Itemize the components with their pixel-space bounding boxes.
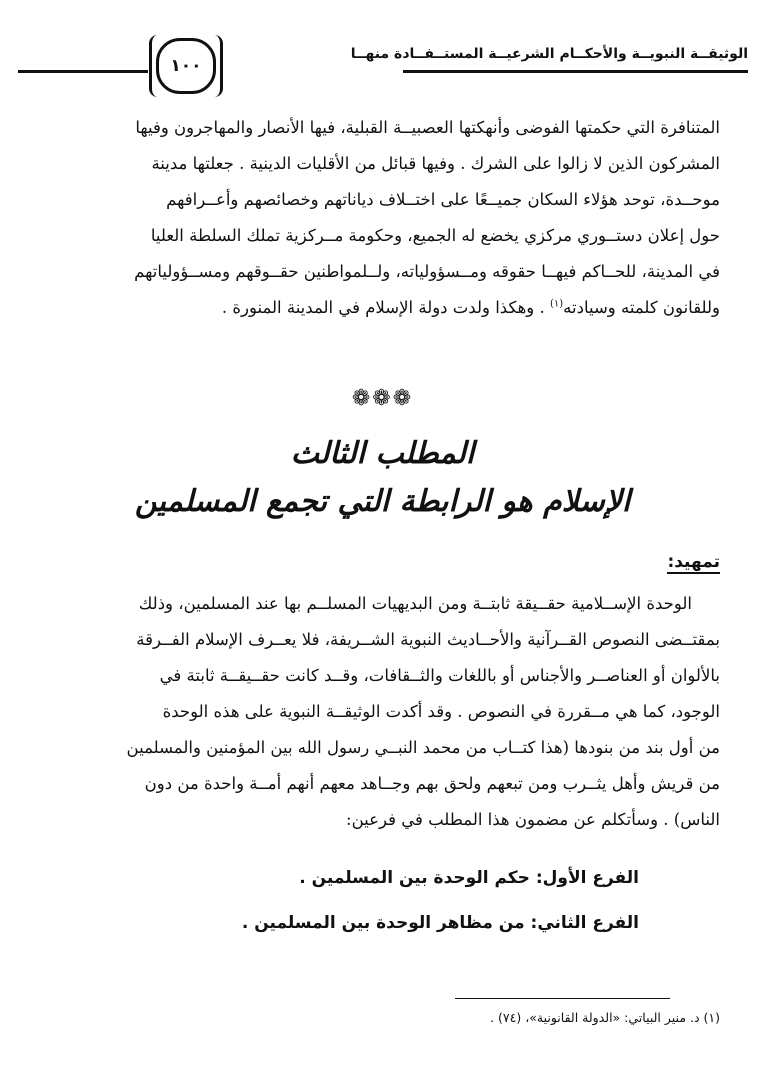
header-rule-left <box>18 70 148 73</box>
text-line: الناس) . وسأتكلم عن مضمون هذا المطلب في فرعين: <box>346 810 720 829</box>
text-line: حول إعلان دستــوري مركزي يخضع له الجميع، وحكومة مــركزية تملك السلطة العليا <box>150 226 720 245</box>
footnote: (١) د. منير البياتي: «الدولة القانونية»، (٧٤) . <box>490 1010 720 1025</box>
paragraph-2 <box>48 586 720 838</box>
text-line: موحــدة، توحد هؤلاء السكان جميــعًا على اختــلاف دياناتهم وخصائصهم وأعــرافهم <box>166 190 720 209</box>
text-fragment: . وهكذا ولدت دولة الإسلام في المدينة المنورة . <box>221 298 550 317</box>
text-fragment: وللقانون كلمته وسيادته <box>563 298 720 317</box>
paragraph-1 <box>48 110 720 326</box>
text-line: المشركون الذين لا زالوا على الشرك . وفيها قبائل من الأقليات الدينية . جعلتها مدينة <box>151 154 720 173</box>
text-line: في المدينة، للحــاكم فيهــا حقوقه ومــسؤولياته، ولــلمواطنين حقــوقهم ومســؤولياتهم <box>134 262 720 281</box>
text-line: الوحدة الإســلامية حقــيقة ثابتــة ومن البديهيات المسلــم بها عند المسلمين، وذلك <box>138 594 692 613</box>
text-line: بمقتــضى النصوص القــرآنية والأحــاديث النبوية الشــريفة، فلا يعــرف الإسلام الفــرقة <box>136 630 720 649</box>
text-line: المتنافرة التي حكمتها الفوضى وأنهكتها العصبيــة القبلية، فيها الأنصار والمهاجرون وفيها <box>135 118 720 137</box>
running-title: الوثيقــة النبويــة والأحكــام الشرعيــة المستــفــادة منهــا <box>350 46 748 62</box>
branch-item: الفرع الثاني: من مظاهر الوحدة بين المسلمين . <box>241 913 639 933</box>
section-title: المطلب الثالث <box>290 436 475 471</box>
section-subtitle: الإسلام هو الرابطة التي تجمع المسلمين <box>134 484 631 519</box>
section-ornament: ❁❁❁ <box>351 386 414 411</box>
page-header <box>18 38 748 108</box>
text-line: الوجود، كما هي مــقررة في النصوص . وقد أكدت الوثيقــة النبوية على هذه الوحدة <box>162 702 720 721</box>
subheading: تمهيد: <box>667 552 720 572</box>
text-line: من قريش وأهل يثــرب ومن تبعهم ولحق بهم وجــاهد معهم أنهم أمــة واحدة من دون <box>144 774 720 793</box>
text-line: من أول بند من بنودها (هذا كتــاب من محمد النبــي رسول الله بين المؤمنين والمسلمين <box>126 738 720 757</box>
footnote-marker: (١) <box>549 298 564 310</box>
branch-item: الفرع الأول: حكم الوحدة بين المسلمين . <box>299 868 639 888</box>
text-line: بالألوان أو العناصــر والأجناس أو باللغات والثــقافات، وقــد كانت حقــيقــة ثابتة في <box>159 666 720 685</box>
header-rule-right <box>403 70 748 73</box>
page-number: ١٠٠ <box>156 38 216 94</box>
footnote-rule <box>455 998 670 999</box>
text-line-last <box>48 290 720 326</box>
